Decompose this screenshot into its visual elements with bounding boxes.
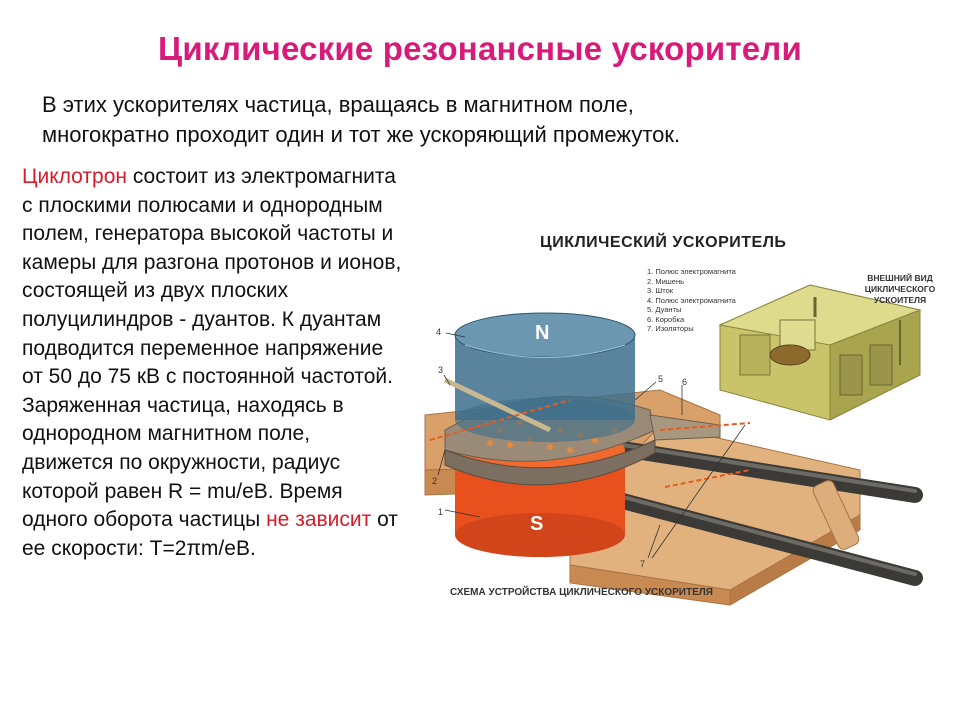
callout-4: 4 (436, 327, 442, 337)
south-pole-label: S (530, 513, 544, 535)
figure-legend (647, 267, 736, 334)
figure-title: ЦИКЛИЧЕСКИЙ УСКОРИТЕЛЬ (540, 234, 787, 251)
legend-item: 7. Изоляторы (647, 324, 694, 333)
callout-2: 2 (432, 476, 438, 486)
intro-text (42, 90, 862, 150)
external-view-label: ВНЕШНИЙ ВИД ЦИКЛИЧЕСКОГО УСКОИТЕЛЯ (864, 273, 936, 305)
north-pole-label: N (535, 322, 550, 344)
callout-7: 7 (640, 559, 646, 569)
callout-6: 6 (682, 377, 688, 387)
description-part-2: от ее скорости: Т=2πm/eB. (22, 508, 398, 560)
callout-5: 5 (658, 374, 664, 384)
legend-item: 4. Полюс электромагнита (647, 295, 736, 305)
north-pole (455, 313, 635, 442)
intro-line-2: многократно проходит один и тот же ускоряющий промежуток. (42, 122, 681, 147)
callout-1: 1 (438, 507, 444, 517)
legend-item: 1. Полюс электромагнита (647, 267, 736, 276)
figure-caption: СХЕМА УСТРОЙСТВА ЦИКЛИЧЕСКОГО УСКОРИТЕЛЯ (450, 587, 713, 598)
legend-item: 3. Шток (647, 286, 674, 295)
description-part-1: состоит из электромагнита с плоскими полюсами и однородным полем, генератора высокой частоты и камеры для разгона протонов и ионов, состоящей из двух плоских полуцилиндров - дуантов. К дуантам подводится переменное напряжение от 50 до 75 кВ с постоянной частотой. Заряженная частица, находясь в однородном магнитном поле, движется по окружности, радиус которой равен R = mu/eB. Время одного оборота частицы (22, 165, 402, 532)
callout-3: 3 (438, 365, 444, 375)
cyclotron-term: Циклотрон (22, 165, 127, 188)
legend-item: 5. Дуанты (647, 305, 682, 314)
legend-item: 2. Мишень (647, 276, 685, 286)
legend-item: 6. Коробка (647, 314, 685, 324)
intro-line-1: В этих ускорителях частица, вращаясь в магнитном поле, (42, 92, 634, 117)
cyclotron-description (22, 163, 402, 563)
emphasis-not-depend: не зависит (266, 508, 372, 532)
accelerator-figure (420, 225, 950, 610)
page-title: Циклические резонансные ускорители (158, 30, 802, 67)
